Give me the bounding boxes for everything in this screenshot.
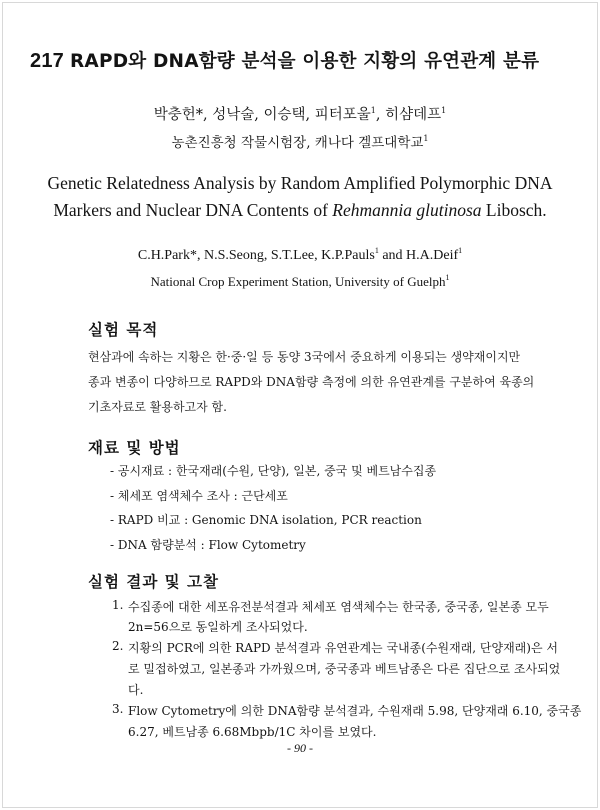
section-heading-results: 실험 결과 및 고찰	[88, 573, 220, 591]
english-title-line-2	[0, 200, 600, 221]
english-author-names: C.H.Park*, N.S.Seong, S.T.Lee, K.P.Pauls	[137, 248, 375, 263]
korean-affiliation-text: 농촌진흥청 작물시험장, 캐나다 겔프대학교	[171, 135, 424, 151]
method-item: - RAPD 비교 : Genomic DNA isolation, PCR reaction	[110, 513, 422, 527]
section-heading-purpose: 실험 목적	[88, 321, 159, 339]
page-number: - 90 -	[287, 741, 313, 755]
abstract-number: 217	[30, 50, 64, 72]
purpose-line: 종과 변종이 다양하므로 RAPD와 DNA함량 측정에 의한 유연관계를 구분하여 육종의	[88, 375, 535, 389]
result-line: 로 밀접하였고, 일본종과 가까웠으며, 중국종과 베트남종은 다른 집단으로 조사되었	[128, 662, 561, 676]
korean-authors	[0, 103, 600, 124]
english-authors	[0, 246, 600, 264]
affiliation-mark: 1	[370, 106, 376, 115]
english-title-text: Markers and Nuclear DNA Contents of	[53, 200, 333, 220]
species-name: Rehmannia glutinosa	[332, 200, 482, 220]
affiliation-mark: 1	[423, 134, 429, 143]
method-item: - 공시재료 : 한국재래(수원, 단양), 일본, 중국 및 베트남수집종	[110, 464, 437, 478]
result-line: 다.	[128, 683, 144, 697]
english-affiliation-text: National Crop Experiment Station, University of Guelph	[150, 274, 446, 289]
method-item: - 체세포 염색체수 조사 : 근단세포	[110, 489, 288, 503]
english-author-names-2: and H.A.Deif	[378, 248, 459, 263]
affiliation-mark: 1	[445, 273, 450, 282]
result-line: Flow Cytometry에 의한 DNA함량 분석결과, 수원재래 5.98, 단양재래 6.10, 중국종	[128, 704, 582, 718]
result-line: 2n=56으로 동일하게 조사되었다.	[128, 620, 308, 634]
korean-affiliation	[0, 131, 600, 151]
english-title-line-1: Genetic Relatedness Analysis by Random Amplified Polymorphic DNA	[47, 173, 553, 193]
result-number: 3.	[112, 702, 124, 716]
method-item: - DNA 함량분석 : Flow Cytometry	[110, 538, 306, 552]
result-line: 지황의 PCR에 의한 RAPD 분석결과 유연관계는 국내종(수원재래, 단양재래)은 서	[128, 641, 558, 655]
english-affiliation	[0, 273, 600, 290]
purpose-line: 기초자료로 활용하고자 함.	[88, 400, 227, 414]
paper-title	[30, 47, 590, 73]
result-number: 2.	[112, 639, 124, 653]
result-line: 6.27, 베트남종 6.68Mbpb/1C 차이를 보였다.	[128, 725, 377, 739]
result-number: 1.	[112, 598, 124, 612]
affiliation-mark: 1	[441, 106, 447, 115]
affiliation-mark: 1	[458, 246, 463, 255]
korean-author-names: 박충헌*, 성낙술, 이승택, 피터포울	[153, 107, 371, 123]
korean-title-text: RAPD와 DNA함량 분석을 이용한 지황의 유연관계 분류	[69, 51, 540, 72]
section-heading-materials: 재료 및 방법	[88, 439, 181, 457]
purpose-line: 현삼과에 속하는 지황은 한·중·일 등 동양 3국에서 중요하게 이용되는 생약재이지만	[88, 350, 521, 364]
result-line: 수집종에 대한 세포유전분석결과 체세포 염색체수는 한국종, 중국종, 일본종 모두	[128, 600, 549, 614]
affiliation-mark: 1	[374, 246, 379, 255]
english-title-text: Libosch.	[481, 200, 547, 220]
korean-author-names-2: , 히샴데프	[375, 107, 442, 123]
